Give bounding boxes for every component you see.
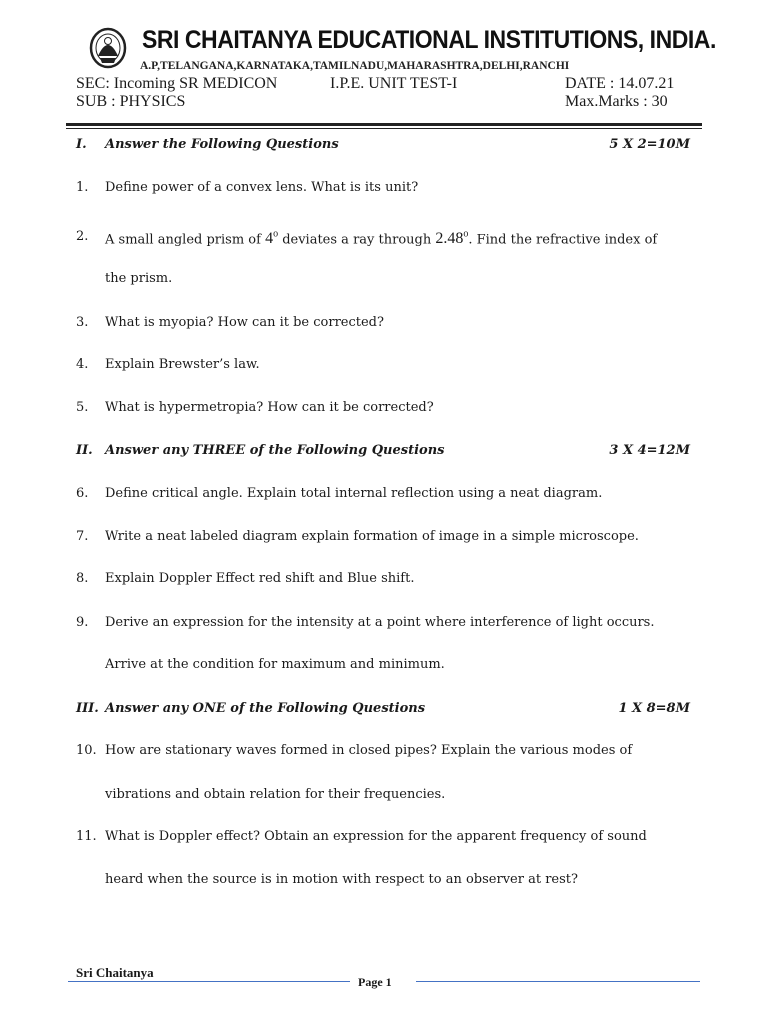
- question-text-continued: the prism.: [105, 271, 173, 286]
- angle-value-2: 2.48$^o$: [435, 229, 469, 248]
- institution-name: SRI CHAITANYA EDUCATIONAL INSTITUTIONS, INDIA.: [142, 26, 716, 54]
- section-marks: 5 X 2=10M: [609, 137, 690, 152]
- footer-rule-right: [416, 981, 700, 982]
- question-text-continued: heard when the source is in motion with respect to an observer at rest?: [105, 872, 578, 887]
- section-title: Answer the Following Questions: [105, 137, 339, 152]
- section-title: Answer any ONE of the Following Questions: [105, 701, 426, 716]
- question-number: 7.: [76, 529, 89, 544]
- question-number: 4.: [76, 357, 89, 372]
- question-text: Define critical angle. Explain total internal reflection using a neat diagram.: [105, 486, 603, 501]
- section-number: I.: [76, 137, 87, 152]
- question-number: 1.: [76, 180, 89, 195]
- exam-date: DATE : 14.07.21: [565, 75, 675, 92]
- question-number: 2.: [76, 229, 89, 244]
- footer-rule-left: [68, 981, 350, 982]
- question-number: 8.: [76, 571, 89, 586]
- section-heading-1: [76, 137, 696, 157]
- question-text: Write a neat labeled diagram explain formation of image in a simple microscope.: [105, 529, 639, 544]
- question-number: 3.: [76, 315, 89, 330]
- question-text: How are stationary waves formed in closed pipes? Explain the various modes of: [105, 743, 633, 758]
- subject: SUB : PHYSICS: [76, 93, 186, 110]
- section-info: SEC: Incoming SR MEDICON: [76, 75, 278, 92]
- institution-emblem-logo: [88, 26, 128, 70]
- section-title: Answer any THREE of the Following Questions: [105, 443, 445, 458]
- section-number: II.: [76, 443, 93, 458]
- question-text: What is hypermetropia? How can it be corrected?: [105, 400, 434, 415]
- page-number: Page 1: [358, 975, 392, 989]
- max-marks: Max.Marks : 30: [565, 93, 668, 110]
- question-text: A small angled prism of 4$^o$ deviates a ray through 2.48$^o$. Find the refractive index of: [105, 229, 658, 248]
- section-heading-3: [76, 701, 696, 721]
- angle-value-1: 4$^o$: [265, 229, 279, 248]
- states-list: A.P,TELANGANA,KARNATAKA,TAMILNADU,MAHARASHTRA,DELHI,RANCHI: [140, 60, 570, 72]
- question-number: 5.: [76, 400, 89, 415]
- section-number: III.: [76, 701, 99, 716]
- question-number: 10.: [76, 743, 97, 758]
- question-text: Define power of a convex lens. What is its unit?: [105, 180, 419, 195]
- question-number: 9.: [76, 615, 89, 630]
- question-number: 6.: [76, 486, 89, 501]
- question-text: Explain Brewster’s law.: [105, 357, 260, 372]
- question-text: What is myopia? How can it be corrected?: [105, 315, 384, 330]
- question-number: 11.: [76, 829, 97, 844]
- header-rule-thin: [66, 128, 702, 129]
- question-text-continued: Arrive at the condition for maximum and minimum.: [105, 657, 445, 672]
- section-heading-2: [76, 443, 696, 463]
- question-text-continued: vibrations and obtain relation for their frequencies.: [105, 787, 446, 802]
- question-text: Explain Doppler Effect red shift and Blue shift.: [105, 571, 415, 586]
- test-name: I.P.E. UNIT TEST-I: [330, 75, 458, 92]
- question-text: What is Doppler effect? Obtain an expression for the apparent frequency of sound: [105, 829, 647, 844]
- question-text: Derive an expression for the intensity at a point where interference of light occurs.: [105, 615, 655, 630]
- footer-brand: Sri Chaitanya: [76, 965, 154, 980]
- section-marks: 1 X 8=8M: [618, 701, 690, 716]
- header-rule-thick: [66, 123, 702, 126]
- section-marks: 3 X 4=12M: [609, 443, 690, 458]
